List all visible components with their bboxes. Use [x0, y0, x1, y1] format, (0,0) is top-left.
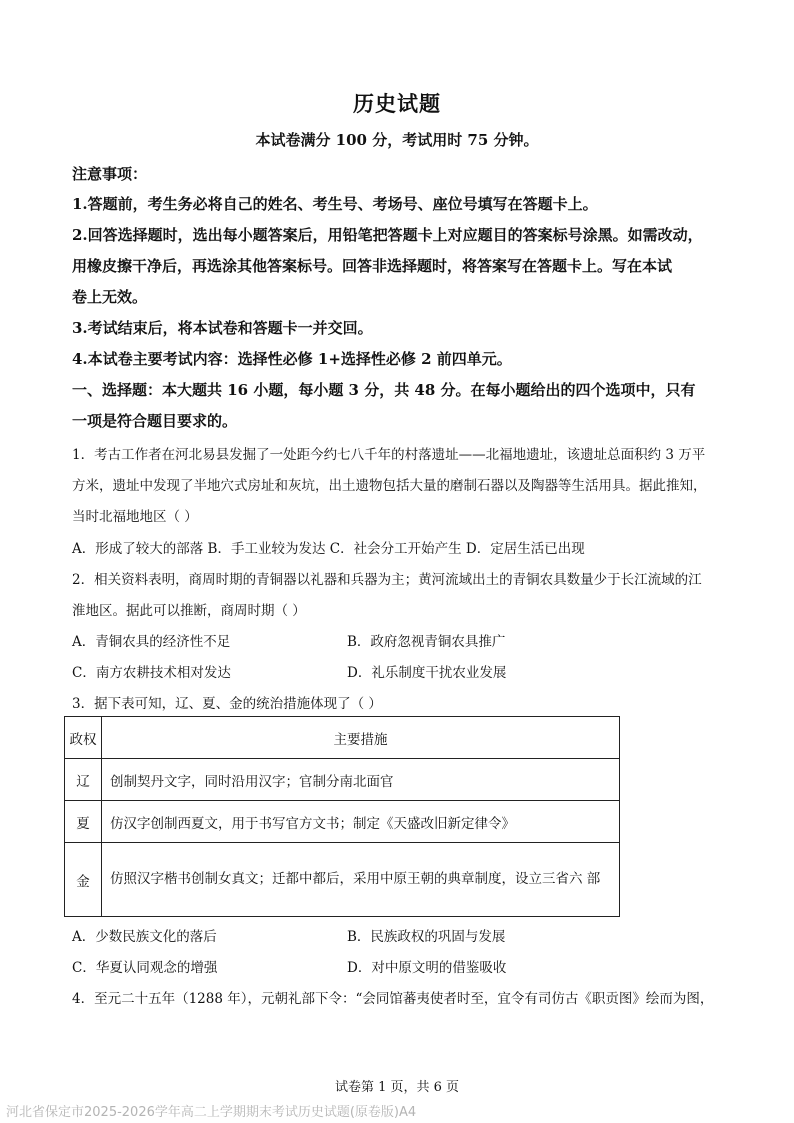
question-2-option-b: B．政府忽视青铜农具推广	[347, 634, 506, 650]
notice-item: 2.回答选择题时，选出每小题答案后，用铅笔把答题卡上对应题目的答案标号涂黑。如需改动，	[72, 226, 703, 244]
question-3-option-a: A．少数民族文化的落后	[72, 929, 217, 945]
table-header-measures: 主要措施	[102, 717, 620, 759]
table-row	[65, 759, 620, 801]
notice-item: 1.答题前，考生务必将自己的姓名、考生号、考场号、座位号填写在答题卡上。	[72, 195, 598, 213]
measure-text: 仿汉字创制西夏文，用于书写官方文书；制定《天盛改旧新定律令》	[110, 815, 515, 832]
question-1-stem: 当时北福地地区（ ）	[72, 509, 198, 525]
notice-item: 卷上无效。	[72, 288, 148, 306]
exam-subtitle: 本试卷满分 100 分，考试用时 75 分钟。	[255, 131, 539, 149]
watermark: 河北省保定市2025-2026学年高二上学期期末考试历史试题(原卷版)A4	[6, 1105, 417, 1120]
question-2-stem: 2．相关资料表明，商周时期的青铜器以礼器和兵器为主；黄河流域出土的青铜农具数量少于长江流域的江	[72, 572, 702, 588]
question-1-options: A．形成了较大的部落 B．手工业较为发达 C．社会分工开始产生 D．定居生活已出现	[72, 541, 585, 557]
section-heading: 一、选择题：本大题共 16 小题，每小题 3 分，共 48 分。在每小题给出的四个选项中，只有	[72, 381, 696, 399]
table-header-row	[65, 717, 620, 759]
question-3-stem: 3．据下表可知，辽、夏、金的统治措施体现了（ ）	[72, 696, 382, 712]
page-footer: 试卷第 1 页，共 6 页	[334, 1080, 460, 1095]
question-1-stem: 方米，遗址中发现了半地穴式房址和灰坑，出土遗物包括大量的磨制石器以及陶器等生活用具。据此推知，	[72, 478, 707, 494]
measure-text: 创制契丹文字，同时沿用汉字；官制分南北面官	[110, 773, 394, 790]
table-cell-regime: 辽	[65, 759, 102, 801]
table-header-regime: 政权	[65, 717, 102, 759]
table-row	[65, 843, 620, 917]
question-4-stem: 4．至元二十五年（1288 年），元朝礼部下令：“会同馆蕃夷使者时至，宜令有司仿古《职贡图》绘而为图，	[72, 991, 714, 1007]
measures-table	[64, 716, 620, 917]
section-heading-cont: 一项是符合题目要求的。	[72, 412, 238, 430]
table-row	[65, 801, 620, 843]
question-2-option-d: D．礼乐制度干扰农业发展	[347, 665, 507, 681]
measure-text: 仿照汉字楷书创制女真文；迁都中都后，采用中原王朝的典章制度，设立三省六	[110, 871, 583, 887]
question-3-option-d: D．对中原文明的借鉴吸收	[347, 960, 507, 976]
question-2-stem: 淮地区。据此可以推断，商周时期（ ）	[72, 603, 306, 619]
question-3-option-b: B．民族政权的巩固与发展	[347, 929, 506, 945]
notice-item: 4.本试卷主要考试内容：选择性必修 1+选择性必修 2 前四单元。	[72, 350, 512, 368]
question-2-option-a: A．青铜农具的经济性不足	[72, 634, 231, 650]
notice-heading: 注意事项：	[72, 165, 148, 183]
notice-item: 用橡皮擦干净后，再选涂其他答案标号。回答非选择题时，将答案写在答题卡上。写在本试	[72, 257, 673, 275]
table-cell-regime: 金	[65, 843, 102, 917]
question-2-option-c: C．南方农耕技术相对发达	[72, 665, 231, 681]
question-1-stem: 1．考古工作者在河北易县发掘了一处距今约七八千年的村落遗址——北福地遗址，该遗址总面积约 3 万平	[72, 447, 706, 463]
notice-item: 3.考试结束后，将本试卷和答题卡一并交回。	[72, 319, 373, 337]
table-cell-measure	[102, 759, 620, 801]
measure-text: 部	[586, 871, 601, 887]
page-title: 历史试题	[353, 91, 441, 116]
table-cell-measure	[102, 801, 620, 843]
table-cell-regime: 夏	[65, 801, 102, 843]
table-cell-measure	[102, 843, 620, 917]
question-3-option-c: C．华夏认同观念的增强	[72, 960, 218, 976]
